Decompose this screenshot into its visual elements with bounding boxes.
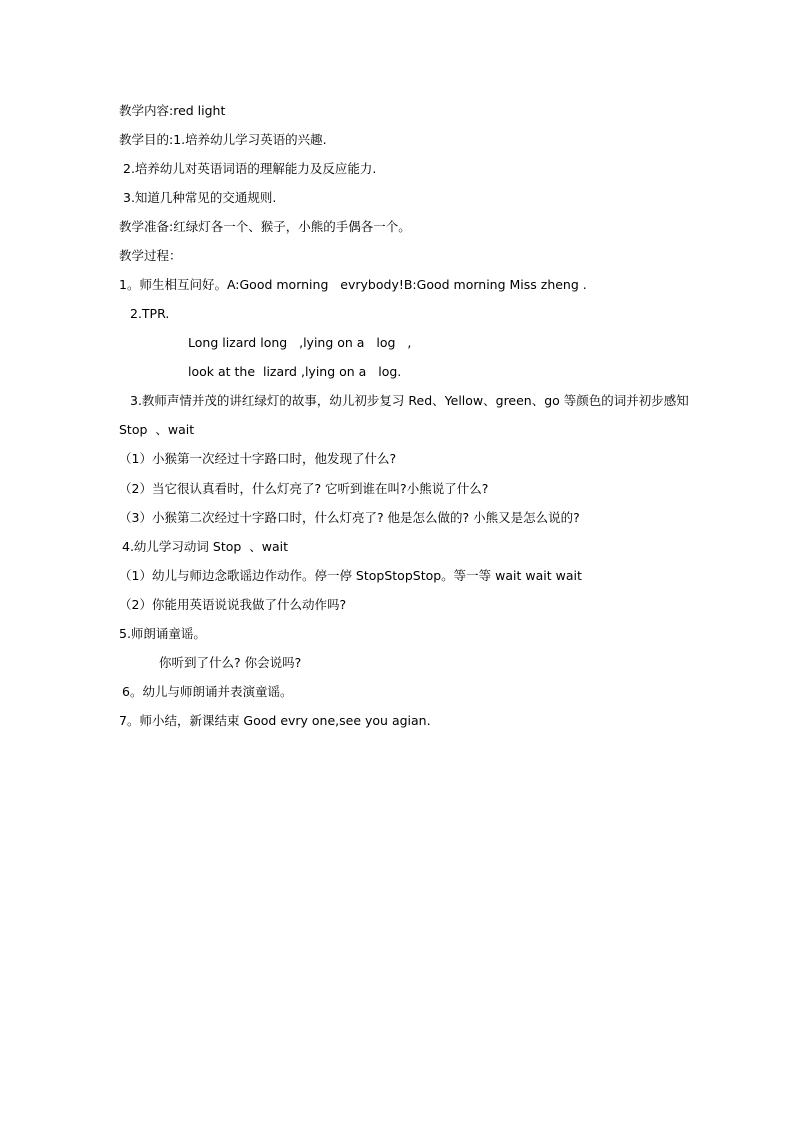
teaching-content-line: 教学内容:red light	[119, 103, 226, 118]
activity-2-line: （2）你能用英语说说我做了什么动作吗?	[119, 597, 347, 612]
process-step-3-line: 3.教师声情并茂的讲红绿灯的故事，幼儿初步复习 Red、Yellow、green、go 等颜色的词并初步感知	[130, 393, 689, 408]
teaching-goal-3-line: 3.知道几种常见的交通规则.	[123, 190, 277, 205]
teaching-preparation-line: 教学准备:红绿灯各一个、猴子，小熊的手偶各一个。	[119, 219, 411, 234]
process-step-7-line: 7。师小结，新课结束 Good evry one,see you agian.	[119, 713, 431, 728]
question-1-line: （1）小猴第一次经过十字路口时，他发现了什么?	[119, 451, 397, 466]
process-step-3-continuation: Stop 、wait	[119, 422, 195, 437]
activity-1-line: （1）幼儿与师边念歌谣边作动作。停一停 StopStopStop。等一等 wait wait wait	[119, 568, 582, 583]
process-step-4-line: 4.幼儿学习动词 Stop 、wait	[122, 539, 289, 554]
rhyme-line-1: Long lizard long ,lying on a log ,	[188, 335, 412, 350]
process-step-5-line: 5.师朗诵童谣。	[119, 626, 206, 641]
process-step-2-line: 2.TPR.	[130, 306, 170, 321]
teaching-goal-line: 教学目的:1.培养幼儿学习英语的兴趣.	[119, 132, 327, 147]
process-step-1-line: 1。师生相互问好。A:Good morning evrybody!B:Good morning Miss zheng .	[119, 277, 587, 292]
process-step-5-question: 你听到了什么? 你会说吗?	[159, 655, 302, 670]
process-step-6-line: 6。幼儿与师朗诵并表演童谣。	[122, 684, 293, 699]
teaching-process-heading: 教学过程：	[119, 248, 182, 263]
teaching-goal-2-line: 2.培养幼儿对英语词语的理解能力及反应能力.	[123, 161, 377, 176]
question-2-line: （2）当它很认真看时，什么灯亮了? 它听到谁在叫?小熊说了什么?	[119, 481, 489, 496]
rhyme-line-2: look at the lizard ,lying on a log.	[188, 364, 402, 379]
question-3-line: （3）小猴第二次经过十字路口时，什么灯亮了? 他是怎么做的? 小熊又是怎么说的?	[119, 510, 580, 525]
